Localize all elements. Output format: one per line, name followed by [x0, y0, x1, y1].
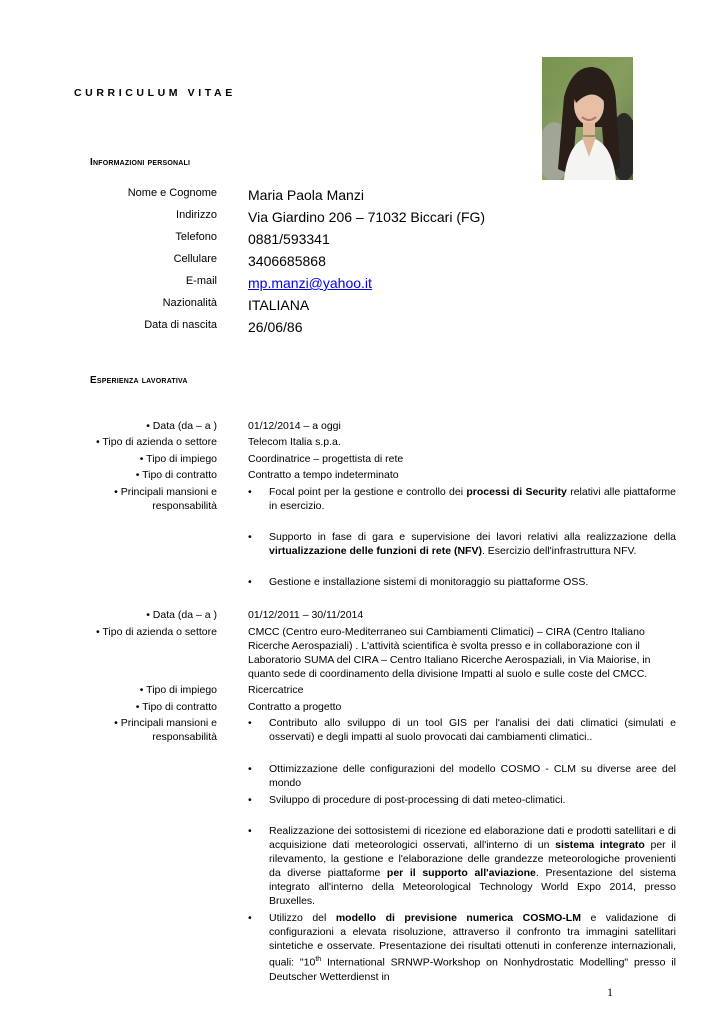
- duties-label: [114, 716, 217, 744]
- duties-label: [114, 485, 217, 513]
- info-row-phone: [0, 231, 724, 251]
- job2-contract: Contratto a progetto: [248, 701, 342, 713]
- bullet-icon: •: [248, 486, 252, 498]
- info-row-mobile: [0, 253, 724, 273]
- cv-title: CURRICULUM VITAE: [74, 87, 236, 99]
- job1-duty-1: • Focal point per la gestione e controllo dei processi di Security relativi alle piattaforme in esercizio.: [248, 486, 676, 512]
- job-type-label: • Tipo di impiego: [139, 453, 217, 465]
- duties-label-line2: responsabilità: [152, 500, 217, 512]
- job2-company: CMCC (Centro euro-Mediterraneo sui Cambiamenti Climatici) – CIRA (Centro Italiano Ricerche Aerospaziali) . L'attività scientifica è svolta presso e in collaborazione con il Laboratorio SUMA del CIRA – Centro Italiano Ricerche Aerospaziali, in Via Maiorise, in quanto sede di coordinamento della divisione Impatti al suolo e sulle coste del CMCC.: [248, 626, 651, 680]
- company-label: • Tipo di azienda o settore: [95, 436, 217, 448]
- contract-label: • Tipo di contratto: [135, 469, 217, 481]
- job2-duty-4: • Realizzazione dei sottosistemi di ricezione ed elaborazione dati e prodotti satellitari e di acquisizione dati meteorologici osservati, all'interno di un sistema integrato per il rilevamento, la gestione e l'elaborazione delle grandezze meteorologiche provenienti da diverse piattaforme per il supporto all'aviazione. Presentazione del sistema integrato all'interno della Meteorological Technology World Expo 2014, presso Bruxelles.: [248, 825, 677, 907]
- bullet-icon: •: [248, 794, 252, 806]
- info-label: Indirizzo: [176, 209, 217, 221]
- bullet-icon: •: [248, 912, 252, 924]
- info-label: Cellulare: [173, 253, 217, 265]
- bullet-icon: •: [248, 717, 252, 729]
- info-row-name: [0, 187, 724, 207]
- company-label: • Tipo di azienda o settore: [95, 626, 217, 638]
- bullet-icon: •: [248, 763, 252, 775]
- job2-duty-2: • Ottimizzazione delle configurazioni del modello COSMO - CLM su diverse aree del mondo: [248, 763, 676, 789]
- info-label: Nome e Cognome: [127, 187, 217, 199]
- info-row-address: [0, 209, 724, 229]
- duties-label-line1: • Principali mansioni e: [114, 717, 217, 729]
- info-value-name: Maria Paola Manzi: [248, 187, 364, 203]
- info-value-nationality: ITALIANA: [248, 297, 310, 313]
- bullet-icon: •: [248, 531, 252, 543]
- page-number: 1: [607, 985, 613, 999]
- job1-contract: Contratto a tempo indeterminato: [248, 469, 399, 481]
- info-value-birthdate: 26/06/86: [248, 319, 303, 335]
- bullet-icon: •: [248, 825, 252, 837]
- date-label: • Data (da – a ): [146, 420, 217, 432]
- job2-date: 01/12/2011 – 30/11/2014: [248, 609, 364, 621]
- date-label: • Data (da – a ): [146, 609, 217, 621]
- info-value-address: Via Giardino 206 – 71032 Biccari (FG): [248, 209, 486, 225]
- job2-duty-5: • Utilizzo del modello di previsione numerica COSMO-LM e validazione di configurazioni a elevata risoluzione, attraverso il confronto tra immagini satellitari sintetiche e osservate. Presentazione dei risultati ottenuti in conferenze internazionali, quali: "10th International SRNWP-Workshop on Nonhydrostatic Modelling" presso il Deutscher Wetterdienst in: [248, 912, 676, 983]
- info-value-phone: 0881/593341: [248, 231, 330, 247]
- job1-duty-3: • Gestione e installazione sistemi di monitoraggio su piattaforme OSS.: [248, 576, 589, 588]
- duties-label-line1: • Principali mansioni e: [114, 486, 217, 498]
- info-row-nationality: [0, 297, 724, 317]
- job2-duty-1: • Contributo allo sviluppo di un tool GIS per l'analisi dei dati climatici (simulati e osservati) e degli impatti al suolo provocati dai cambiamenti climatici..: [248, 717, 676, 743]
- info-label: Nazionalità: [162, 297, 217, 309]
- job1-date: 01/12/2014 – a oggi: [248, 420, 341, 432]
- bullet-icon: •: [248, 576, 252, 588]
- profile-photo: [542, 57, 633, 180]
- email-link[interactable]: mp.manzi@yahoo.it: [248, 275, 372, 291]
- info-row-email: [0, 275, 724, 295]
- job1-duty-2: • Supporto in fase di gara e supervisione dei lavori relativi alla realizzazione della virtualizzazione delle funzioni di rete (NFV). Esercizio dell'infrastruttura NFV.: [248, 531, 676, 557]
- contract-label: • Tipo di contratto: [135, 701, 217, 713]
- info-label: Telefono: [175, 231, 217, 243]
- work-experience-heading: Esperienza lavorativa: [90, 375, 188, 386]
- info-label: E-mail: [185, 275, 217, 287]
- info-label: Data di nascita: [144, 319, 217, 331]
- duties-label-line2: responsabilità: [152, 731, 217, 743]
- job2-duty-3: • Sviluppo di procedure di post-processing di dati meteo-climatici.: [248, 794, 566, 806]
- personal-info-heading: Informazioni personali: [90, 157, 191, 168]
- job2-type: Ricercatrice: [248, 684, 304, 696]
- info-row-birthdate: [0, 319, 724, 339]
- info-value-mobile: 3406685868: [248, 253, 326, 269]
- job1-company: Telecom Italia s.p.a.: [248, 436, 341, 448]
- job1-type: Coordinatrice – progettista di rete: [248, 453, 404, 465]
- job-type-label: • Tipo di impiego: [139, 684, 217, 696]
